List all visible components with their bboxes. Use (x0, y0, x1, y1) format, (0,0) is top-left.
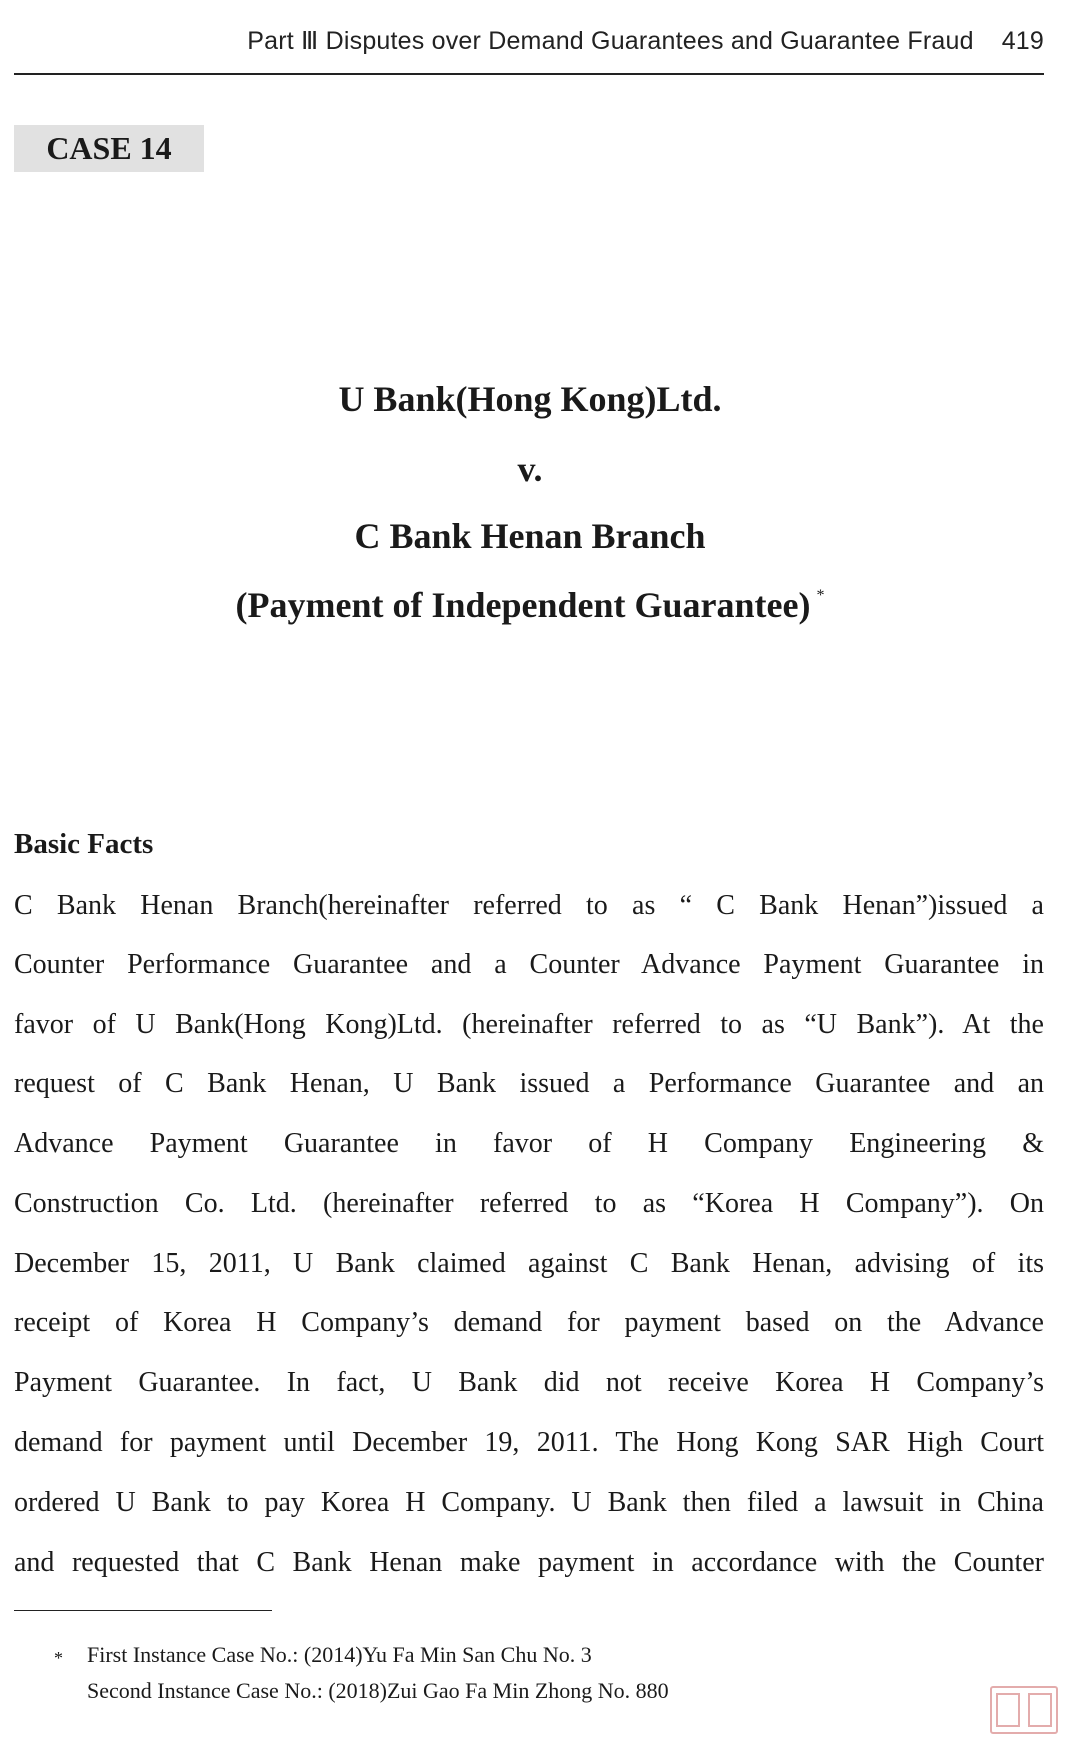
watermark-glyph (996, 1693, 1020, 1727)
title-subject-text: (Payment of Independent Guarantee) (235, 585, 811, 625)
footnote-second-instance: Second Instance Case No.: (2018)Zui Gao Fa Min Zhong No. 880 (87, 1678, 669, 1703)
title-footnote-marker: * (816, 587, 825, 604)
body-line: Advance Payment Guarantee in favor of H Company Engineering & (14, 1128, 1044, 1159)
body-line: Counter Performance Guarantee and a Counter Advance Payment Guarantee in (14, 949, 1044, 980)
body-line: Payment Guarantee. In fact, U Bank did not receive Korea H Company’s (14, 1367, 1044, 1398)
body-line: ordered U Bank to pay Korea H Company. U Bank then filed a lawsuit in China (14, 1487, 1044, 1518)
body-line: and requested that C Bank Henan make payment in accordance with the Counter (14, 1547, 1044, 1578)
case-label: CASE 14 (14, 125, 204, 172)
watermark-stamp (990, 1686, 1058, 1734)
running-title: Part Ⅲ Disputes over Demand Guarantees and Guarantee Fraud (247, 27, 974, 55)
body-line: demand for payment until December 19, 2011. The Hong Kong SAR High Court (14, 1427, 1044, 1458)
body-line: request of C Bank Henan, U Bank issued a Performance Guarantee and an (14, 1068, 1044, 1099)
body-line: receipt of Korea H Company’s demand for payment based on the Advance (14, 1307, 1044, 1338)
body-line: C Bank Henan Branch(hereinafter referred to as “ C Bank Henan”)issued a (14, 890, 1044, 921)
running-header (14, 26, 1044, 56)
title-defendant: C Bank Henan Branch (354, 516, 706, 556)
body-line: December 15, 2011, U Bank claimed against C Bank Henan, advising of its (14, 1248, 1044, 1279)
footnote-rule (14, 1610, 272, 1611)
title-subject (0, 584, 1060, 626)
title-versus: v. (517, 449, 543, 489)
body-line: Construction Co. Ltd. (hereinafter referred to as “Korea H Company”). On (14, 1188, 1044, 1219)
header-rule (14, 73, 1044, 75)
body-line: favor of U Bank(Hong Kong)Ltd. (hereinafter referred to as “U Bank”). At the (14, 1009, 1044, 1040)
footnote-first-instance: First Instance Case No.: (2014)Yu Fa Min San Chu No. 3 (87, 1642, 592, 1667)
section-heading: Basic Facts (14, 828, 154, 860)
footnote-marker: * (54, 1648, 63, 1668)
title-plaintiff: U Bank(Hong Kong)Ltd. (338, 379, 722, 419)
page-number: 419 (1001, 27, 1044, 55)
watermark-glyph (1028, 1693, 1052, 1727)
